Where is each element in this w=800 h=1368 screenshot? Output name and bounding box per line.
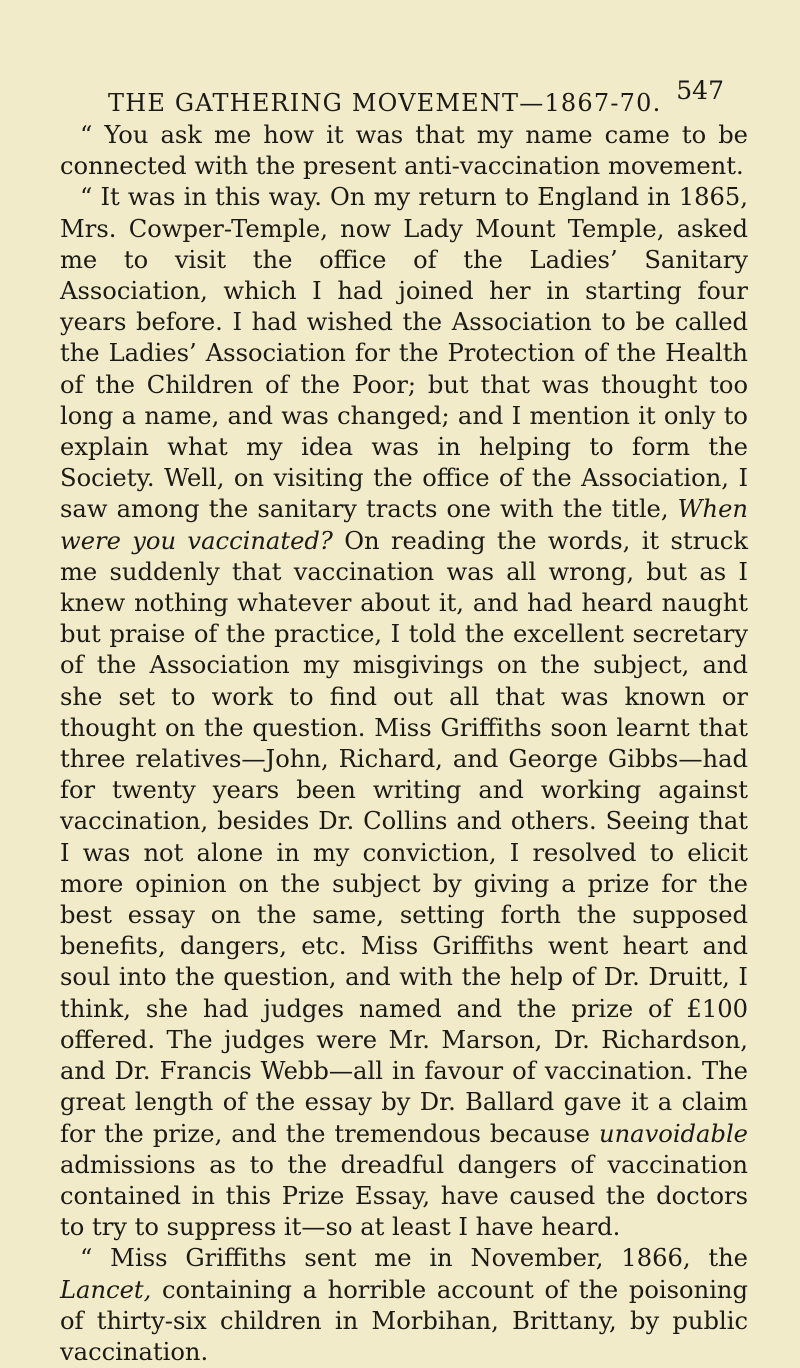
- text-segment: “ You ask me how it was that my name came to be connected with the present anti-vaccination movement.: [60, 121, 748, 181]
- page-number: 547: [676, 76, 724, 105]
- emphasis: unavoidable: [599, 1119, 748, 1148]
- text-segment: “ It was in this way. On my return to England in 1865, Mrs. Cowper-Temple, now Lady Mount Temple, asked me to visit the office of the Ladies’ Sanitary Association, which I had joined her in starting four years before. I had wished the Association to be called the Ladies’ Association for the Protection of the Health of the Children of the Poor; but that was thought too long a name, and was changed; and I mention it only to explain what my idea was in helping to form the Society. Well, on visiting the office of the Association, I saw among the sanitary tracts one with the title,: [60, 183, 748, 524]
- running-head: THE GATHERING MOVEMENT—1867-70.: [108, 89, 662, 117]
- text-segment: admissions as to the dreadful dangers of vaccination contained in this Prize Essay, have caused the doctors to try to suppress it—so at least I have heard.: [60, 1150, 748, 1242]
- text-segment: containing a horrible account of the poisoning of thirty-six children in Morbihan, Brittany, by public vaccination.: [60, 1275, 748, 1366]
- body-text: [60, 120, 748, 1368]
- paragraph-3: [60, 1243, 748, 1368]
- tract-title: When were you vaccinated?: [60, 495, 748, 555]
- paragraph-2: [60, 182, 748, 1243]
- paragraph-1: [60, 120, 748, 182]
- journal-title: Lancet,: [60, 1275, 152, 1304]
- text-segment: On reading the words, it struck me suddenly that vaccination was all wrong, but as I knew nothing whatever about it, and had heard naught but praise of the practice, I told the excellent secretary of the Association my misgivings on the subject, and she set to work to find out all that was known or thought on the question. Miss Griffiths soon learnt that three relatives—John, Richard, and George Gibbs—had for twenty years been writing and working against vaccination, besides Dr. Collins and others. Seeing that I was not alone in my conviction, I resolved to elicit more opinion on the subject by giving a prize for the best essay on the same, setting forth the supposed benefits, dangers, etc. Miss Griffiths went heart and soul into the question, and with the help of Dr. Druitt, I think, she had judges named and the prize of £100 offered. The judges were Mr. Marson, Dr. Richardson, and Dr. Francis Webb—all in favour of vaccination. The great length of the essay by Dr. Ballard gave it a claim for the prize, and the tremendous because: [60, 526, 748, 1148]
- page-header: [108, 40, 724, 117]
- text-segment: “ Miss Griffiths sent me in November, 1866, the: [80, 1244, 748, 1273]
